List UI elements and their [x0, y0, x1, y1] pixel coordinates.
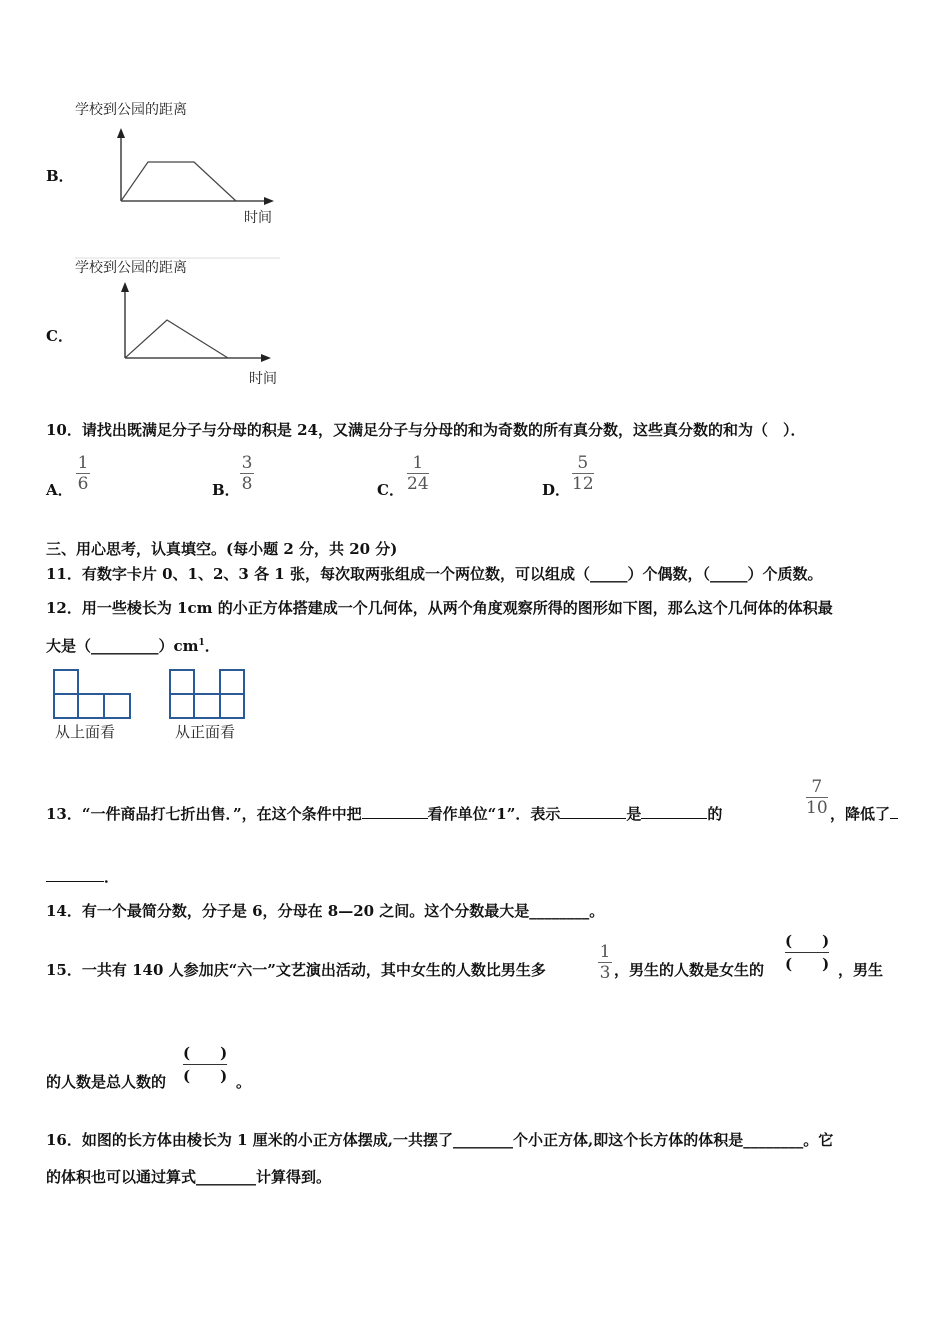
- q10-option-b-fraction: 3 8: [241, 453, 253, 494]
- question-12-line2: 大是$(\_\_\_\_\_\_\_\_\_)cm^1$．: [46, 637, 220, 655]
- question-16-line1: 16．如图的长方体由棱长为 1 厘米的小正方体摆成,一共摆了________个小正方体,即这个长方体的体积是________。它: [46, 1131, 834, 1149]
- question-14: 14．有一个最简分数，分子是 6，分母在 8—20 之间。这个分数最大是________。: [46, 902, 605, 920]
- q10-option-a[interactable]: A．: [46, 481, 73, 499]
- question-11: 11．有数字卡片 0、1、2、3 各 1 张，每次取两张组成一个两位数，可以组成（_____）个偶数，（_____）个质数。: [46, 565, 823, 583]
- question-10: 10．请找出既满足分子与分母的积是 24，又满足分子与分母的和为奇数的所有真分数，这些真分数的和为（ ）．: [46, 421, 806, 439]
- question-15-line1: 15．一共有 140 人参加庆“六一”文艺演出活动，其中女生的人数比男生多: [46, 961, 546, 979]
- q15-tail: ，男生: [838, 961, 884, 979]
- question-16-line2: 的体积也可以通过算式________计算得到。: [46, 1168, 332, 1186]
- view-from-front-label: 从正面看: [175, 723, 236, 741]
- q15-answer-fraction-1[interactable]: ( ) ( ): [785, 932, 830, 973]
- view-from-top: [50, 668, 140, 746]
- option-b-label: B．: [46, 167, 74, 185]
- q15-end: 。: [236, 1073, 252, 1091]
- graph-c: [70, 250, 290, 390]
- graph-b: [70, 95, 290, 230]
- q10-option-c[interactable]: C．: [377, 481, 404, 499]
- q10-option-c-fraction: 1 24: [407, 453, 429, 494]
- section-3-heading: 三、用心思考，认真填空。(每小题 2 分，共 20 分): [46, 540, 398, 558]
- question-12-line1: 12．用一些棱长为 1cm 的小正方体搭建成一个几何体，从两个角度观察所得的图形如下图，那么这个几何体的体积最: [46, 599, 833, 617]
- graph-c-y-axis-label: 学校到公园的距离: [75, 260, 187, 276]
- q13-fraction: 7 10: [806, 777, 828, 818]
- q15-fraction: 1 3: [599, 942, 611, 983]
- q10-option-d[interactable]: D．: [542, 481, 571, 499]
- q10-option-d-fraction: 5 12: [572, 453, 594, 494]
- q10-option-b[interactable]: B．: [212, 481, 240, 499]
- q13-tail: ，降低了: [830, 803, 898, 824]
- question-15-line2: 的人数是总人数的: [46, 1073, 167, 1091]
- graph-c-x-axis-label: 时间: [249, 371, 277, 387]
- option-c-label: C．: [46, 327, 73, 345]
- q15-answer-fraction-2[interactable]: ( ) ( ): [183, 1044, 228, 1085]
- q15-mid: ，男生的人数是女生的: [614, 961, 765, 979]
- graph-b-x-axis-label: 时间: [244, 210, 272, 226]
- view-from-front: [166, 668, 256, 746]
- view-from-top-label: 从上面看: [55, 723, 116, 741]
- q13-line2: ．: [46, 866, 119, 887]
- question-13: 13．“一件商品打七折出售．”，在这个条件中把 看作单位“1”．表示 是 的: [46, 805, 723, 823]
- graph-b-y-axis-label: 学校到公园的距离: [75, 102, 187, 118]
- q10-option-a-fraction: 1 6: [77, 453, 89, 494]
